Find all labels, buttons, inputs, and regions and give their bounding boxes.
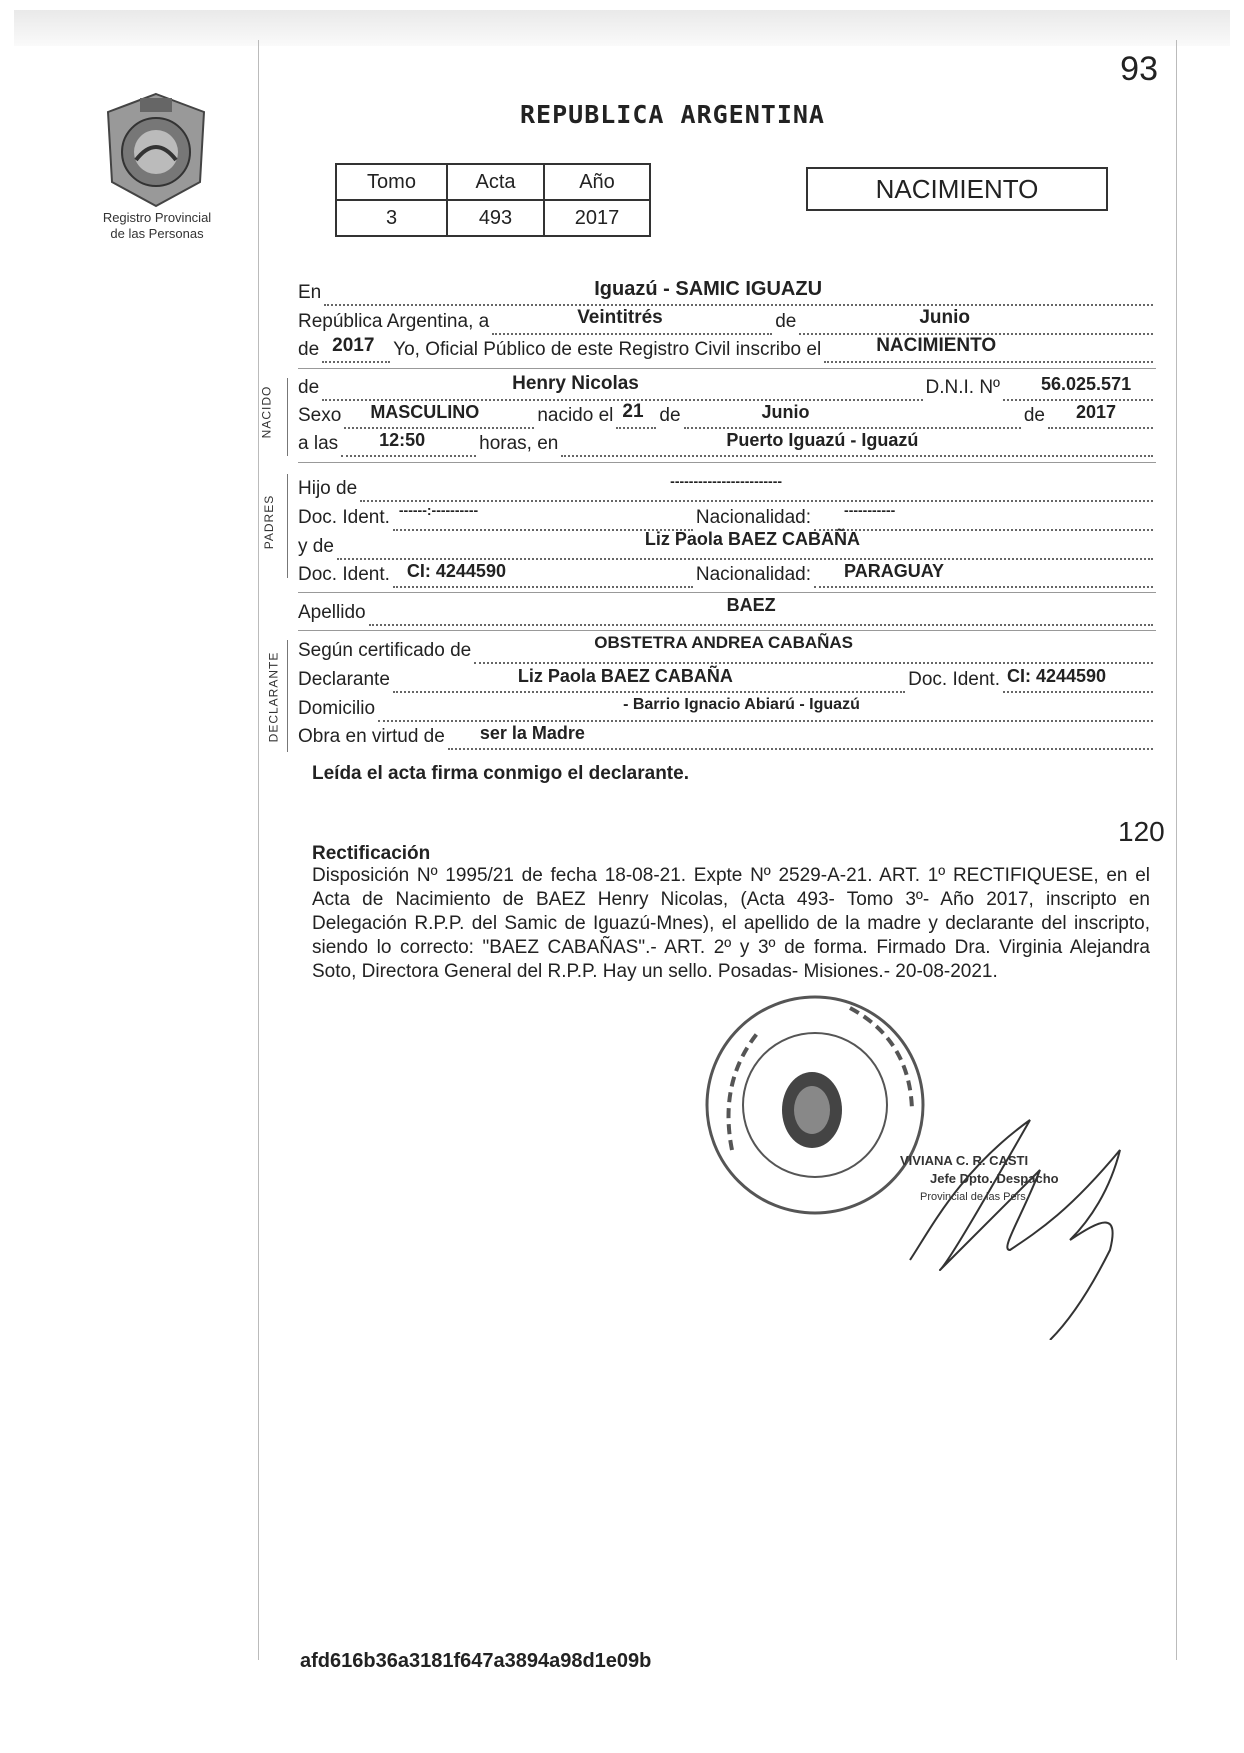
rectification-body: Disposición Nº 1995/21 de fecha 18-08-21. Expte Nº 2529-A-21. ART. 1º RECTIFIQUESE, en el Acta de Nacimiento de BAEZ Henry Nicolas, (Acta 493- Tomo 3º- Año 2017, inscripto en Delegación R.P.P. del Samic de Iguazú-Mnes), el apellido de la madre y declarante del inscripto, siendo lo correcto: "BAEZ CABAÑAS".- ART. 2º y 3º de forma. Firmado Dra. Virginia Alejandra Soto, Directora General del R.P.P. Hay un sello. Posadas- Misiones.- 20-08-2021. <box>312 865 1150 982</box>
separator-2 <box>298 462 1156 463</box>
hijo-label: Hijo de <box>298 478 358 499</box>
margin-number: 120 <box>1118 816 1165 847</box>
obra-value: ser la Madre <box>479 723 585 743</box>
side-label-padres: PADRES <box>262 494 277 550</box>
month-value: Junio <box>919 307 970 328</box>
cert-label: Según certificado de <box>298 640 472 661</box>
side-label-declarante: DECLARANTE <box>266 651 281 743</box>
logo-caption-line1: Registro Provincial <box>102 210 212 225</box>
signatory-title: Jefe Dpto. Despacho <box>930 1171 1059 1186</box>
line-obra <box>298 724 1156 750</box>
line-en <box>298 280 1156 306</box>
sexo-label: Sexo <box>298 405 342 426</box>
side-label-nacido: NACIDO <box>259 385 274 439</box>
decl-doc-label: Doc. Ident. <box>908 669 1000 690</box>
horas-label: horas, en <box>479 433 559 454</box>
birth-time: 12:50 <box>379 430 426 450</box>
nacido-label: nacido el <box>537 405 614 426</box>
declarant-name: Liz Paola BAEZ CABAÑA <box>517 666 733 686</box>
page-number: 93 <box>1120 50 1158 88</box>
line-de-anio <box>298 337 1156 363</box>
de-label: de <box>298 339 320 360</box>
doc2-label: Doc. Ident. <box>298 564 390 585</box>
logo-caption <box>78 210 236 242</box>
line-nombre <box>298 375 1156 401</box>
province-seal-logo <box>100 90 212 210</box>
nac1-value: ----------- <box>844 502 896 518</box>
anio-header: Año <box>544 164 650 200</box>
sexo-value: MASCULINO <box>370 402 480 422</box>
day-value: Veintitrés <box>577 307 663 328</box>
republica-de: de <box>775 311 797 332</box>
inscribe-value: NACIMIENTO <box>876 335 997 356</box>
act-type-box: NACIMIENTO <box>806 167 1108 211</box>
line-certificado <box>298 633 1156 664</box>
left-margin-line <box>258 40 259 1660</box>
signatory-office: Provincial de las Pers <box>920 1191 1026 1203</box>
line-hora <box>298 431 1156 457</box>
child-name: Henry Nicolas <box>512 373 639 394</box>
separator-1 <box>298 368 1156 369</box>
obra-label: Obra en virtud de <box>298 726 445 747</box>
right-margin-line <box>1176 40 1177 1660</box>
registry-table <box>335 163 651 237</box>
year-value: 2017 <box>332 335 375 356</box>
dni-label: D.N.I. Nº <box>925 377 1000 398</box>
handwritten-signature <box>870 1110 1130 1340</box>
name-label: de <box>298 377 320 398</box>
logo-caption-line2: de las Personas <box>110 226 204 241</box>
doc1-label: Doc. Ident. <box>298 507 390 528</box>
padres-bracket <box>287 474 288 578</box>
declarant-doc: CI: 4244590 <box>1007 666 1107 686</box>
oficial-text: Yo, Oficial Público de este Registro Civil inscribo el <box>393 339 822 360</box>
birth-month: Junio <box>761 402 810 422</box>
line-doc2 <box>298 562 1156 588</box>
dom-label: Domicilio <box>298 698 376 719</box>
tomo-header: Tomo <box>336 164 447 200</box>
nacido-bracket <box>287 378 288 456</box>
tomo-value: 3 <box>336 200 447 236</box>
alas-label: a las <box>298 433 339 454</box>
signature-statement: Leída el acta firma conmigo el declarante. <box>312 763 689 784</box>
surname-value: BAEZ <box>726 595 776 615</box>
scan-top-band <box>14 10 1230 46</box>
mother-nationality: PARAGUAY <box>844 561 945 581</box>
nac1-label: Nacionalidad: <box>695 507 812 528</box>
line-apellido <box>298 595 1156 626</box>
line-y-de <box>298 529 1156 560</box>
birth-place: Puerto Iguazú - Iguazú <box>726 430 919 450</box>
decl-label: Declarante <box>298 669 390 690</box>
nacido-de2: de <box>1023 405 1045 426</box>
cert-value: OBSTETRA ANDREA CABAÑAS <box>594 633 854 652</box>
line-domicilio <box>298 696 1156 722</box>
mother-doc: CI: 4244590 <box>406 561 506 581</box>
yde-label: y de <box>298 536 334 557</box>
line-declarante <box>298 667 1156 693</box>
birth-year: 2017 <box>1076 402 1117 422</box>
doc1-value: ------:---------- <box>398 502 479 518</box>
nacido-de: de <box>659 405 681 426</box>
signatory-block <box>900 1152 1059 1206</box>
anio-value: 2017 <box>544 200 650 236</box>
mother-name: Liz Paola BAEZ CABAÑA <box>644 529 860 549</box>
signatory-name: VIVIANA C. R. CASTI <box>900 1153 1029 1168</box>
dni-value: 56.025.571 <box>1041 374 1132 394</box>
rectification-title: Rectificación <box>312 843 431 864</box>
address-value: - Barrio Ignacio Abiarú - Iguazú <box>623 696 860 713</box>
father-value: ------------------------ <box>670 473 783 489</box>
acta-value: 493 <box>447 200 544 236</box>
birth-day: 21 <box>622 401 644 422</box>
line-sexo <box>298 403 1156 429</box>
document-hash: afd616b36a3181f647a3894a98d1e09b <box>300 1650 652 1672</box>
nac2-label: Nacionalidad: <box>695 564 812 585</box>
declarante-bracket <box>287 640 288 752</box>
line-republica <box>298 309 1156 335</box>
place-value: Iguazú - SAMIC IGUAZU <box>594 278 823 300</box>
republica-label: República Argentina, a <box>298 311 490 332</box>
acta-header: Acta <box>447 164 544 200</box>
en-label: En <box>298 282 322 303</box>
apellido-label: Apellido <box>298 602 366 623</box>
document-title: REPUBLICA ARGENTINA <box>520 100 825 129</box>
